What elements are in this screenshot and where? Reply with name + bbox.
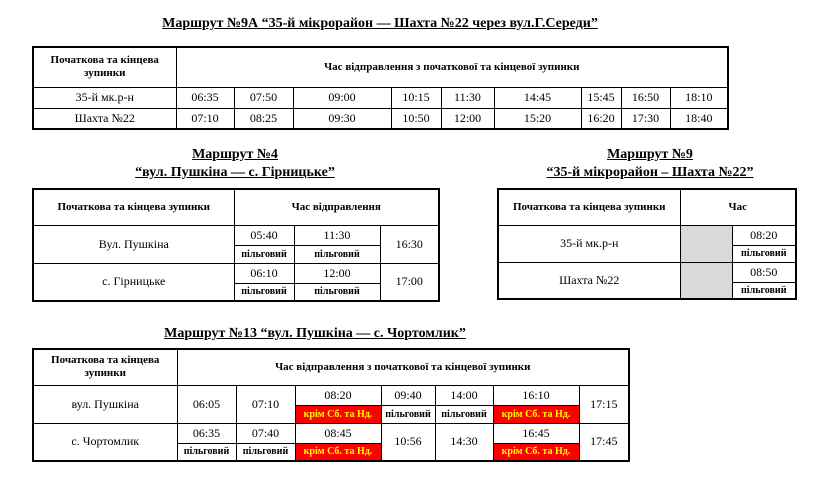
- time-cell: 08:50: [732, 262, 796, 282]
- time-cell: 07:10: [236, 385, 295, 423]
- departure-header: Час відправлення з початкової та кінцевої зупинки: [176, 47, 728, 87]
- weekday-only-note: крім Сб. та Нд.: [295, 405, 381, 423]
- time-cell: 08:20: [732, 225, 796, 245]
- time-cell: 06:05: [177, 385, 236, 423]
- discount-note: пільговий: [234, 245, 294, 263]
- stop-name: 35-й мк.р-н: [498, 225, 680, 262]
- discount-note: пільговий: [381, 405, 435, 423]
- empty-cell: [680, 262, 732, 299]
- time-cell: 14:30: [435, 423, 493, 461]
- stops-header: Початкова та кінцева зупинки: [33, 47, 176, 87]
- time-cell: 14:00: [435, 385, 493, 405]
- route-9a-title: Маршрут №9А “35-й мікрорайон — Шахта №22 через вул.Г.Середи”: [162, 16, 598, 31]
- time-cell: 07:10: [176, 108, 234, 129]
- discount-note: пільговий: [294, 245, 380, 263]
- departure-header: Час відправлення з початкової та кінцевої зупинки: [177, 349, 629, 385]
- stop-name: вул. Пушкіна: [33, 385, 177, 423]
- discount-note: пільговий: [732, 245, 796, 262]
- stop-name: Шахта №22: [498, 262, 680, 299]
- discount-note: пільговий: [732, 282, 796, 299]
- discount-note: пільговий: [294, 283, 380, 301]
- time-cell: 12:00: [294, 263, 380, 283]
- route-9a-table: [32, 46, 729, 130]
- time-cell: 16:45: [493, 423, 579, 443]
- time-cell: 12:00: [441, 108, 494, 129]
- route-9-title: Маршрут №9: [607, 147, 693, 162]
- stop-name: с. Гірницьке: [33, 263, 234, 301]
- weekday-only-note: крім Сб. та Нд.: [493, 405, 579, 423]
- time-cell: 05:40: [234, 225, 294, 245]
- discount-note: пільговий: [177, 443, 236, 461]
- time-cell: 06:35: [176, 87, 234, 108]
- time-cell: 11:30: [441, 87, 494, 108]
- weekday-only-note: крім Сб. та Нд.: [295, 443, 381, 461]
- time-cell: 17:00: [380, 263, 439, 301]
- discount-note: пільговий: [234, 283, 294, 301]
- time-cell: 08:20: [295, 385, 381, 405]
- time-cell: 15:20: [494, 108, 581, 129]
- stops-header: Початкова та кінцева зупинки: [33, 189, 234, 225]
- time-cell: 16:30: [380, 225, 439, 263]
- stop-name: Вул. Пушкіна: [33, 225, 234, 263]
- time-cell: 18:40: [670, 108, 728, 129]
- route-13-table: [32, 348, 630, 462]
- time-cell: 16:10: [493, 385, 579, 405]
- time-cell: 10:15: [391, 87, 441, 108]
- stops-header: Початкова та кінцева зупинки: [33, 349, 177, 385]
- time-cell: 17:30: [621, 108, 670, 129]
- route-9-table: [497, 188, 797, 300]
- time-cell: 10:50: [391, 108, 441, 129]
- time-cell: 08:25: [234, 108, 293, 129]
- departure-header: Час: [680, 189, 796, 225]
- discount-note: пільговий: [236, 443, 295, 461]
- time-cell: 14:45: [494, 87, 581, 108]
- stop-name: Шахта №22: [33, 108, 176, 129]
- time-cell: 09:00: [293, 87, 391, 108]
- stop-name: с. Чортомлик: [33, 423, 177, 461]
- time-cell: 06:35: [177, 423, 236, 443]
- time-cell: 07:50: [234, 87, 293, 108]
- time-cell: 17:45: [579, 423, 629, 461]
- time-cell: 08:45: [295, 423, 381, 443]
- route-4-title: Маршрут №4: [192, 147, 278, 162]
- route-4-table: [32, 188, 440, 302]
- time-cell: 11:30: [294, 225, 380, 245]
- route-4-subtitle: “вул. Пушкіна — с. Гірницьке”: [135, 165, 335, 180]
- time-cell: 06:10: [234, 263, 294, 283]
- departure-header: Час відправлення: [234, 189, 439, 225]
- time-cell: 15:45: [581, 87, 621, 108]
- empty-cell: [680, 225, 732, 262]
- time-cell: 17:15: [579, 385, 629, 423]
- stop-name: 35-й мк.р-н: [33, 87, 176, 108]
- discount-note: пільговий: [435, 405, 493, 423]
- time-cell: 07:40: [236, 423, 295, 443]
- route-13-title: Маршрут №13 “вул. Пушкіна — с. Чортомлик”: [164, 326, 466, 341]
- time-cell: 09:30: [293, 108, 391, 129]
- route-9-subtitle: “35-й мікрорайон – Шахта №22”: [546, 165, 754, 180]
- time-cell: 16:50: [621, 87, 670, 108]
- stops-header: Початкова та кінцева зупинки: [498, 189, 680, 225]
- weekday-only-note: крім Сб. та Нд.: [493, 443, 579, 461]
- time-cell: 10:56: [381, 423, 435, 461]
- time-cell: 09:40: [381, 385, 435, 405]
- time-cell: 18:10: [670, 87, 728, 108]
- time-cell: 16:20: [581, 108, 621, 129]
